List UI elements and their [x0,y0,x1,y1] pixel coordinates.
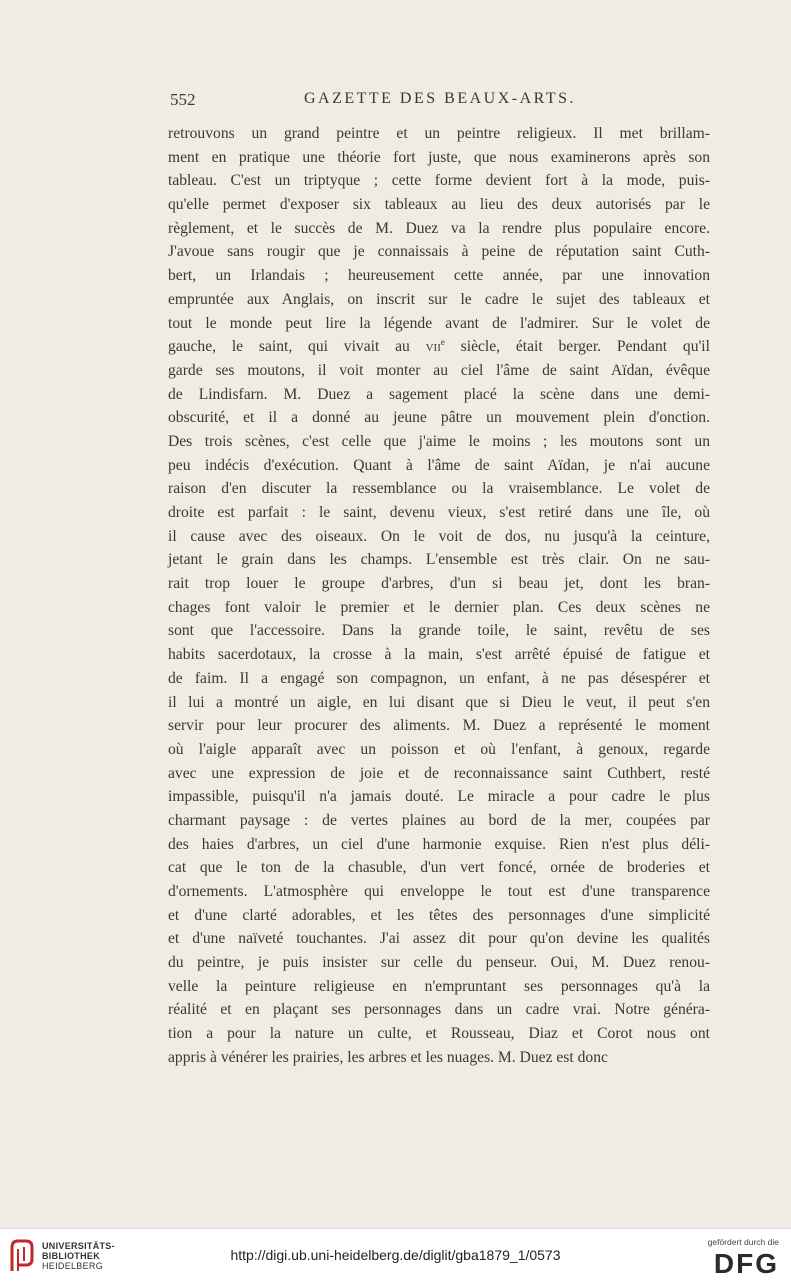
running-title: GAZETTE DES BEAUX-ARTS. [303,90,577,107]
text-line: tout le monde peut lire la légende avant de l'admirer. Sur le volet de [168,314,710,332]
text-line: peu indécis d'exécution. Quant à l'âme de saint Aïdan, je n'ai aucune [168,456,710,474]
text-line: retrouvons un grand peintre et un peintre religieux. Il met brillam- [168,125,710,142]
text-line: empruntée aux Anglais, on inscrit sur le cadre le sujet des tableaux et [168,290,710,308]
text-line: de faim. Il a engagé son compagnon, un enfant, à ne pas désespérer et [168,669,710,687]
text-line: rait trop louer le groupe d'arbres, d'un si beau jet, dont les bran- [168,575,710,593]
text-line: obscurité, et il a donné au jeune pâtre un mouvement plein d'onction. [168,409,710,427]
text-line: réalité et en plaçant ses personnages dans un cadre vrai. Notre généra- [168,1001,710,1019]
text-line: raison d'en discuter la ressemblance ou la vraisemblance. Le volet de [168,480,710,498]
text-line: où l'aigle apparaît avec un poisson et où l'enfant, à genoux, regarde [168,740,710,758]
text-line: velle la peinture religieuse en n'empruntant ses personnages qu'à la [168,977,710,995]
text-line: cat que le ton de la chasuble, d'un vert foncé, ornée de broderies et [168,859,710,877]
dfg-logo[interactable]: DFG [713,1248,779,1279]
text-line: droite est parfait : le saint, devenu vieux, s'est retiré dans une île, où [168,504,710,521]
text-line: sont que l'accessoire. Dans la grande toile, le saint, revêtu de ses [168,622,710,640]
text-line: avec une expression de joie et de reconnaissance saint Cuthbert, resté [168,764,710,782]
text-line: il cause avec des oiseaux. On le voit de dos, nu jusqu'à la ceinture, [168,527,710,545]
library-name-line: UNIVERSITÄTS- [42,1241,115,1251]
text-line: et d'une clarté adorables, et les têtes des personnages d'une simplicité [168,906,710,924]
funding-note: gefördert durch die [707,1237,779,1247]
page-number: 552 [170,90,196,109]
text-line: chages font valoir le premier et le dernier plan. Ces deux scènes ne [168,598,710,616]
text-line: habits sacerdotaux, la crosse à la main, s'est arrêté épuisé de fatigue et [168,646,710,664]
text-line: d'ornements. L'atmosphère qui enveloppe le tout est d'une transparence [168,883,710,900]
text-line: Des trois scènes, c'est celle que j'aime le moins ; les moutons sont un [168,432,710,450]
text-line: J'avoue sans rougir que je connaissais à peine de réputation saint Cuth- [168,243,710,261]
text-line: il lui a montré un aigle, en lui disant que si Dieu le veut, il peut s'en [168,693,710,711]
text-line: appris à vénérer les prairies, les arbres et les nuages. M. Duez est donc [168,1048,608,1066]
text-line: du peintre, je puis insister sur celle du penseur. Oui, M. Duez renou- [168,954,710,972]
text-line: tableau. C'est un triptyque ; cette forme devient fort à la mode, puis- [168,172,710,190]
text-line: règlement, et le succès de M. Duez va la rendre plus populaire encore. [168,219,710,237]
text-line: qu'elle permet d'exposer six tableaux au lieu des deux autorisés par le [168,196,710,214]
text-line: charmant paysage : de vertes plaines au bord de la mer, coupées par [168,811,710,829]
text-line: servir pour leur procurer des aliments. M. Duez a représenté le moment [168,717,710,735]
text-line: de Lindisfarn. M. Duez a sagement placé la scène dans une demi- [168,385,710,403]
page-header [170,90,710,116]
document-url-link[interactable]: http://digi.ub.uni-heidelberg.de/diglit/gba1879_1/0573 [230,1247,561,1263]
library-name-line: BIBLIOTHEK [42,1251,100,1261]
text-line: des haies d'arbres, un ciel d'une harmonie exquise. Rien n'est plus déli- [168,835,710,853]
library-name-line: HEIDELBERG [42,1261,104,1271]
text-line: et d'une naïveté touchantes. J'ai assez dit pour qu'on devine les qualités [168,930,710,948]
text-line: gauche, le saint, qui vivait au vii$^e$ siècle, était berger. Pendant qu'il [168,337,710,356]
text-line: jetant le grain dans les champs. L'ensemble est très clair. On ne sau- [168,551,710,569]
body-text [168,122,710,1070]
text-line: bert, un Irlandais ; heureusement cette année, par une innovation [168,267,710,285]
footer-bar [0,1228,791,1285]
text-line: garde ses moutons, il voit monter au ciel l'âme de saint Aïdan, évêque [168,361,710,379]
text-line: ment en pratique une théorie fort juste, que nous examinerons après son [168,148,710,166]
text-line: impassible, puisqu'il n'a jamais douté. Le miracle a pour cadre le plus [168,788,710,806]
text-line: tion a pour la nature un culte, et Rousseau, Diaz et Corot nous ont [168,1025,710,1043]
